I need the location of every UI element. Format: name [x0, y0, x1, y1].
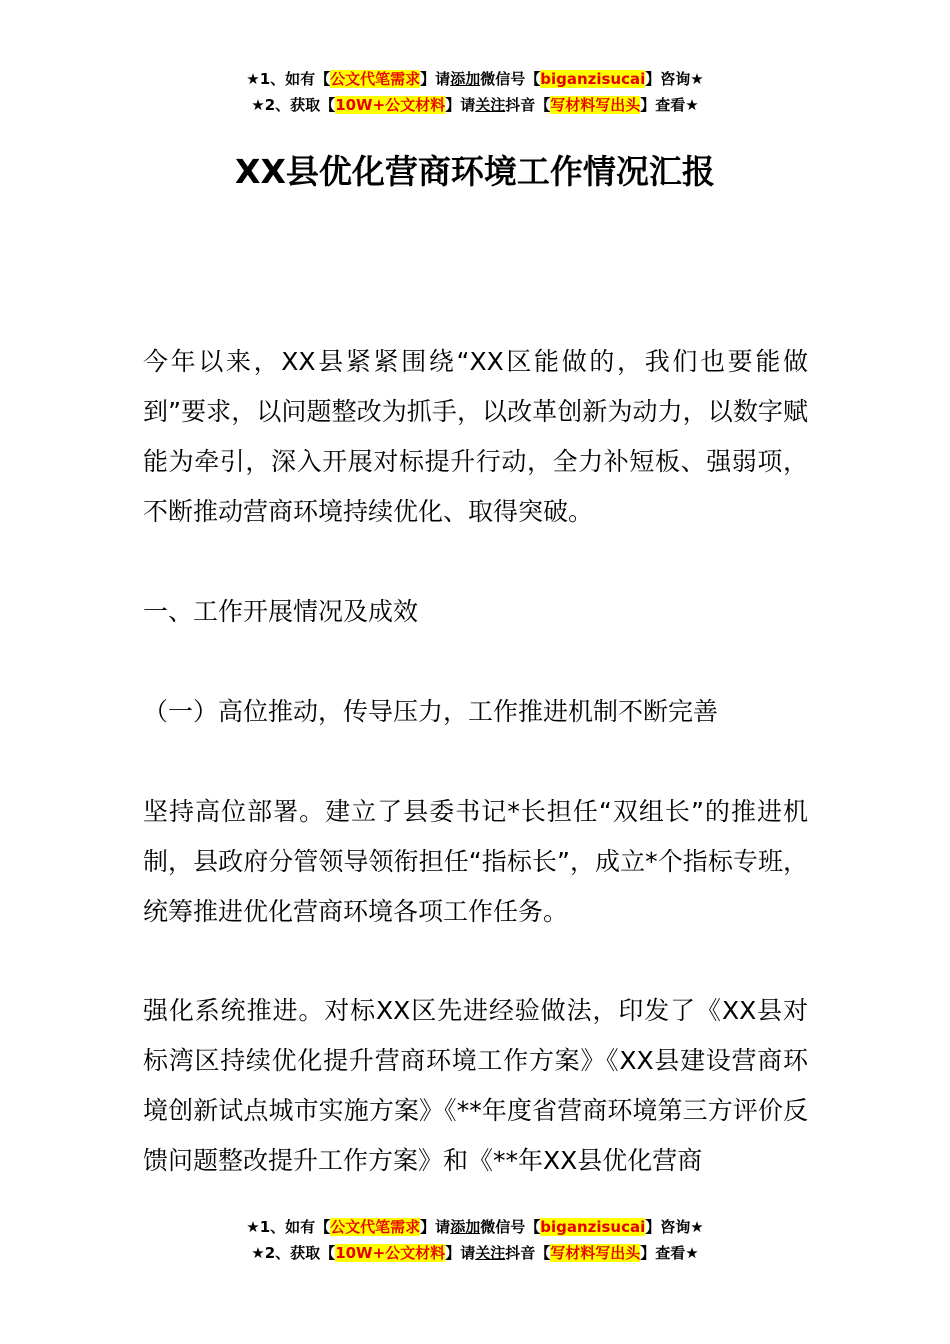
- banner-wechat-id: biganzisucai: [540, 1218, 646, 1236]
- banner-line-1: [0, 66, 950, 92]
- banner-underline: 关注: [475, 96, 506, 114]
- banner-text: 】请: [420, 70, 451, 88]
- body-paragraph-1: [143, 787, 808, 937]
- banner-line-2: [0, 92, 950, 118]
- banner-text: ★2、获取【: [251, 1244, 336, 1262]
- banner-text: 】请: [445, 1244, 476, 1262]
- banner-text: 】查看★: [640, 96, 699, 114]
- banner-text: 】请: [445, 96, 476, 114]
- intro-paragraph: [143, 337, 808, 537]
- subsection-heading-text: （一）高位推动，传导压力，工作推进机制不断完善: [143, 697, 719, 726]
- banner-douyin-id: 写材料写出头: [550, 96, 641, 114]
- banner-line-2: [0, 1240, 950, 1266]
- banner-highlight: 10W+公文材料: [335, 96, 446, 114]
- banner-underline: 添加: [450, 70, 481, 88]
- body-text: 坚持高位部署。建立了县委书记*长担任“双组长”的推进机制，县政府分管领导领衔担任“指标长”，成立*个指标专班，统筹推进优化营商环境各项工作任务。: [143, 797, 808, 926]
- banner-highlight: 公文代笔需求: [330, 1218, 421, 1236]
- banner-wechat-id: biganzisucai: [540, 70, 646, 88]
- banner-highlight: 公文代笔需求: [330, 70, 421, 88]
- banner-underline: 添加: [450, 1218, 481, 1236]
- banner-highlight: 10W+公文材料: [335, 1244, 446, 1262]
- banner-text: 】请: [420, 1218, 451, 1236]
- banner-text: ★1、如有【: [246, 1218, 331, 1236]
- body-paragraph-2: [143, 986, 808, 1186]
- document-title: XX县优化营商环境工作情况汇报: [235, 152, 715, 191]
- intro-text: 今年以来，XX县紧紧围绕“XX区能做的，我们也要能做到”要求，以问题整改为抓手，以改革创新为动力，以数字赋能为牵引，深入开展对标提升行动，全力补短板、强弱项，不断推动营商环境持续优化、取得突破。: [143, 347, 808, 526]
- subsection-heading-1: [143, 687, 808, 737]
- banner-text: 】咨询★: [645, 70, 704, 88]
- banner-text: 微信号【: [480, 1218, 541, 1236]
- banner-text: 抖音【: [505, 1244, 551, 1262]
- banner-underline: 关注: [475, 1244, 506, 1262]
- banner-text: 微信号【: [480, 70, 541, 88]
- banner-text: 抖音【: [505, 96, 551, 114]
- banner-text: ★2、获取【: [251, 96, 336, 114]
- banner-douyin-id: 写材料写出头: [550, 1244, 641, 1262]
- banner-line-1: [0, 1214, 950, 1240]
- body-text: 强化系统推进。对标XX区先进经验做法，印发了《XX县对标湾区持续优化提升营商环境工作方案》《XX县建设营商环境创新试点城市实施方案》《**年度省营商环境第三方评价反馈问题整改提升工作方案》和《**年XX县优化营商: [143, 996, 808, 1175]
- banner-text: 】咨询★: [645, 1218, 704, 1236]
- header-banner: [0, 66, 950, 118]
- section-heading-text: 一、工作开展情况及成效: [143, 597, 419, 626]
- banner-text: 】查看★: [640, 1244, 699, 1262]
- banner-text: ★1、如有【: [246, 70, 331, 88]
- section-heading-1: [143, 587, 808, 637]
- footer-banner: [0, 1214, 950, 1266]
